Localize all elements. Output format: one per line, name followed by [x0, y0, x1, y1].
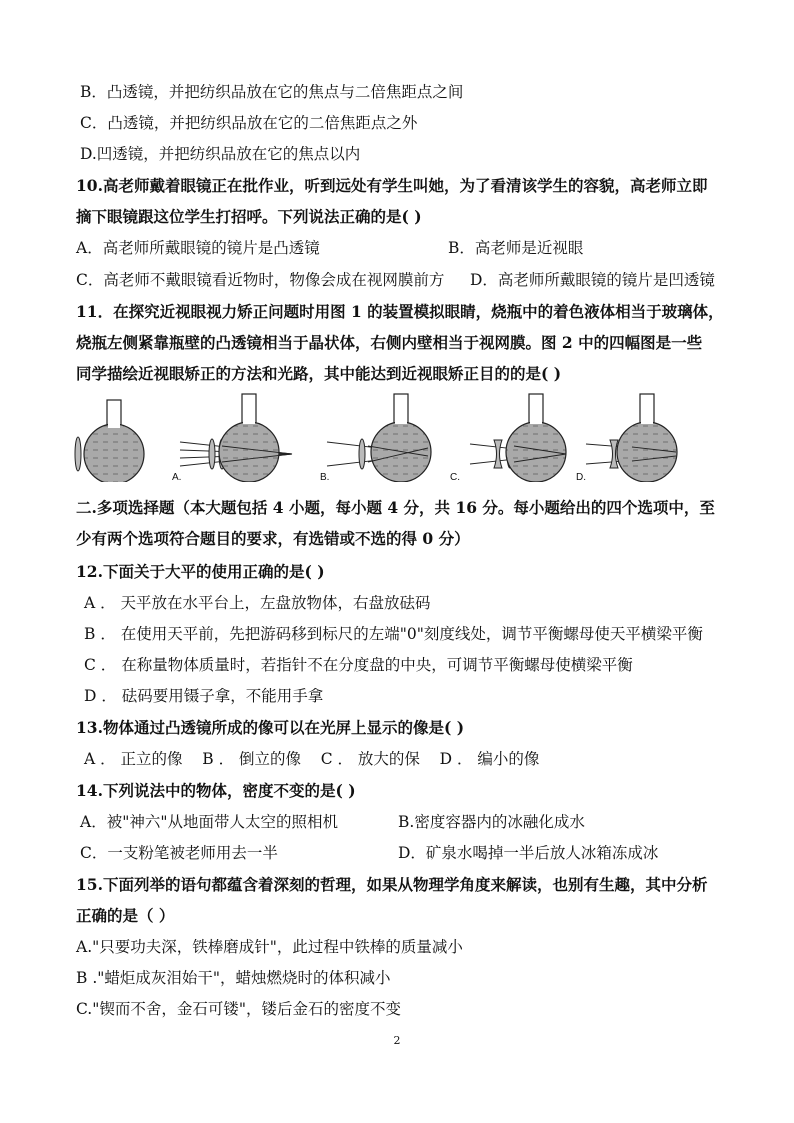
- q15-option-c: C."锲而不舍，金石可镂"，镂后金石的密度不变: [76, 1000, 401, 1018]
- q10-stem-line2: 摘下眼镜跟这位学生打招呼。下列说法正确的是( ): [76, 207, 422, 226]
- q12-option-b: B ． 在使用天平前，先把游码移到标尺的左端"0"刻度线处，调节平衡螺母使天平横梁平衡: [84, 625, 703, 643]
- q10-stem-line1: 10.高老师戴着眼镜正在批作业，听到远处有学生叫她，为了看清该学生的容貌，高老师立即: [76, 176, 708, 195]
- q14-option-d: D．矿泉水喝掉一半后放人冰箱冻成冰: [398, 844, 659, 862]
- q11-stem-line1: 11．在探究近视眼视力矫正问题时用图 1 的装置模拟眼睛，烧瓶中的着色液体相当于玻璃体，: [76, 302, 724, 321]
- q13-options: A ． 正立的像 B ． 倒立的像 C ． 放大的保 D ． 编小的像: [84, 750, 540, 768]
- q10-option-d: D．高老师所戴眼镜的镜片是凹透镜: [470, 271, 715, 289]
- section2-header-line1: 二.多项选择题（本大题包括 4 小题，每小题 4 分，共 16 分。每小题给出的四个选项中，至: [76, 498, 715, 517]
- q9-option-c: C．凸透镜，并把纺织品放在它的二倍焦距点之外: [80, 114, 418, 132]
- figure-label-a: A.: [172, 472, 182, 482]
- flask-figure-1: [75, 400, 144, 482]
- figure-label-d: D.: [576, 472, 586, 482]
- q9-option-d: D.凹透镜，并把纺织品放在它的焦点以内: [80, 145, 361, 163]
- page-number: 2: [393, 1034, 401, 1047]
- q15-stem-line2: 正确的是（ ）: [76, 906, 175, 925]
- q10-option-a: A．高老师所戴眼镜的镜片是凸透镜: [76, 239, 320, 257]
- q12-option-d: D ． 砝码要用镊子拿，不能用手拿: [84, 687, 324, 705]
- q15-option-a: A."只要功夫深，铁棒磨成针"，此过程中铁棒的质量减小: [76, 938, 463, 956]
- q10-option-b: B．高老师是近视眼: [448, 239, 584, 257]
- q11-stem-line2: 烧瓶左侧紧靠瓶壁的凸透镜相当于晶状体，右侧内壁相当于视网膜。图 2 中的四幅图是一些: [76, 333, 703, 352]
- q15-option-b: B ."蜡炬成灰泪始干"，蜡烛燃烧时的体积减小: [76, 969, 391, 987]
- q10-option-c: C．高老师不戴眼镜看近物时，物像会成在视网膜前方: [76, 271, 445, 289]
- figure-label-b: B.: [320, 472, 330, 482]
- flask-figure-c: [450, 394, 566, 482]
- figure-label-c: C.: [450, 472, 460, 482]
- q14-option-b: B.密度容器内的冰融化成水: [398, 813, 585, 831]
- q14-option-a: A．被"神六"从地面带人太空的照相机: [80, 813, 338, 831]
- q9-option-b: B．凸透镜，并把纺织品放在它的焦点与二倍焦距点之间: [80, 83, 464, 101]
- q11-stem-line3: 同学描绘近视眼矫正的方法和光路，其中能达到近视眼矫正目的的是( ): [76, 364, 562, 383]
- q15-stem-line1: 15.下面列举的语句都蕴含着深刻的哲理，如果从物理学角度来解读，也别有生趣，其中分析: [76, 875, 708, 894]
- q14-stem: 14.下列说法中的物体，密度不变的是( ): [76, 781, 356, 800]
- q13-stem: 13.物体通过凸透镜所成的像可以在光屏上显示的像是( ): [76, 718, 465, 737]
- flask-figure-d: [576, 394, 677, 482]
- q12-option-a: A ． 天平放在水平台上，左盘放物体，右盘放砝码: [84, 594, 431, 612]
- section2-header-line2: 少有两个选项符合题目的要求，有选错或不选的得 0 分）: [76, 529, 470, 548]
- q12-stem: 12.下面关于大平的使用正确的是( ): [76, 562, 325, 581]
- q14-option-c: C．一支粉笔被老师用去一半: [80, 844, 278, 862]
- flask-figure-b: [320, 394, 431, 482]
- q11-figure: [72, 390, 712, 482]
- flask-figure-a: [172, 394, 292, 482]
- q12-option-c: C ． 在称量物体质量时，若指针不在分度盘的中央，可调节平衡螺母使横梁平衡: [84, 656, 633, 674]
